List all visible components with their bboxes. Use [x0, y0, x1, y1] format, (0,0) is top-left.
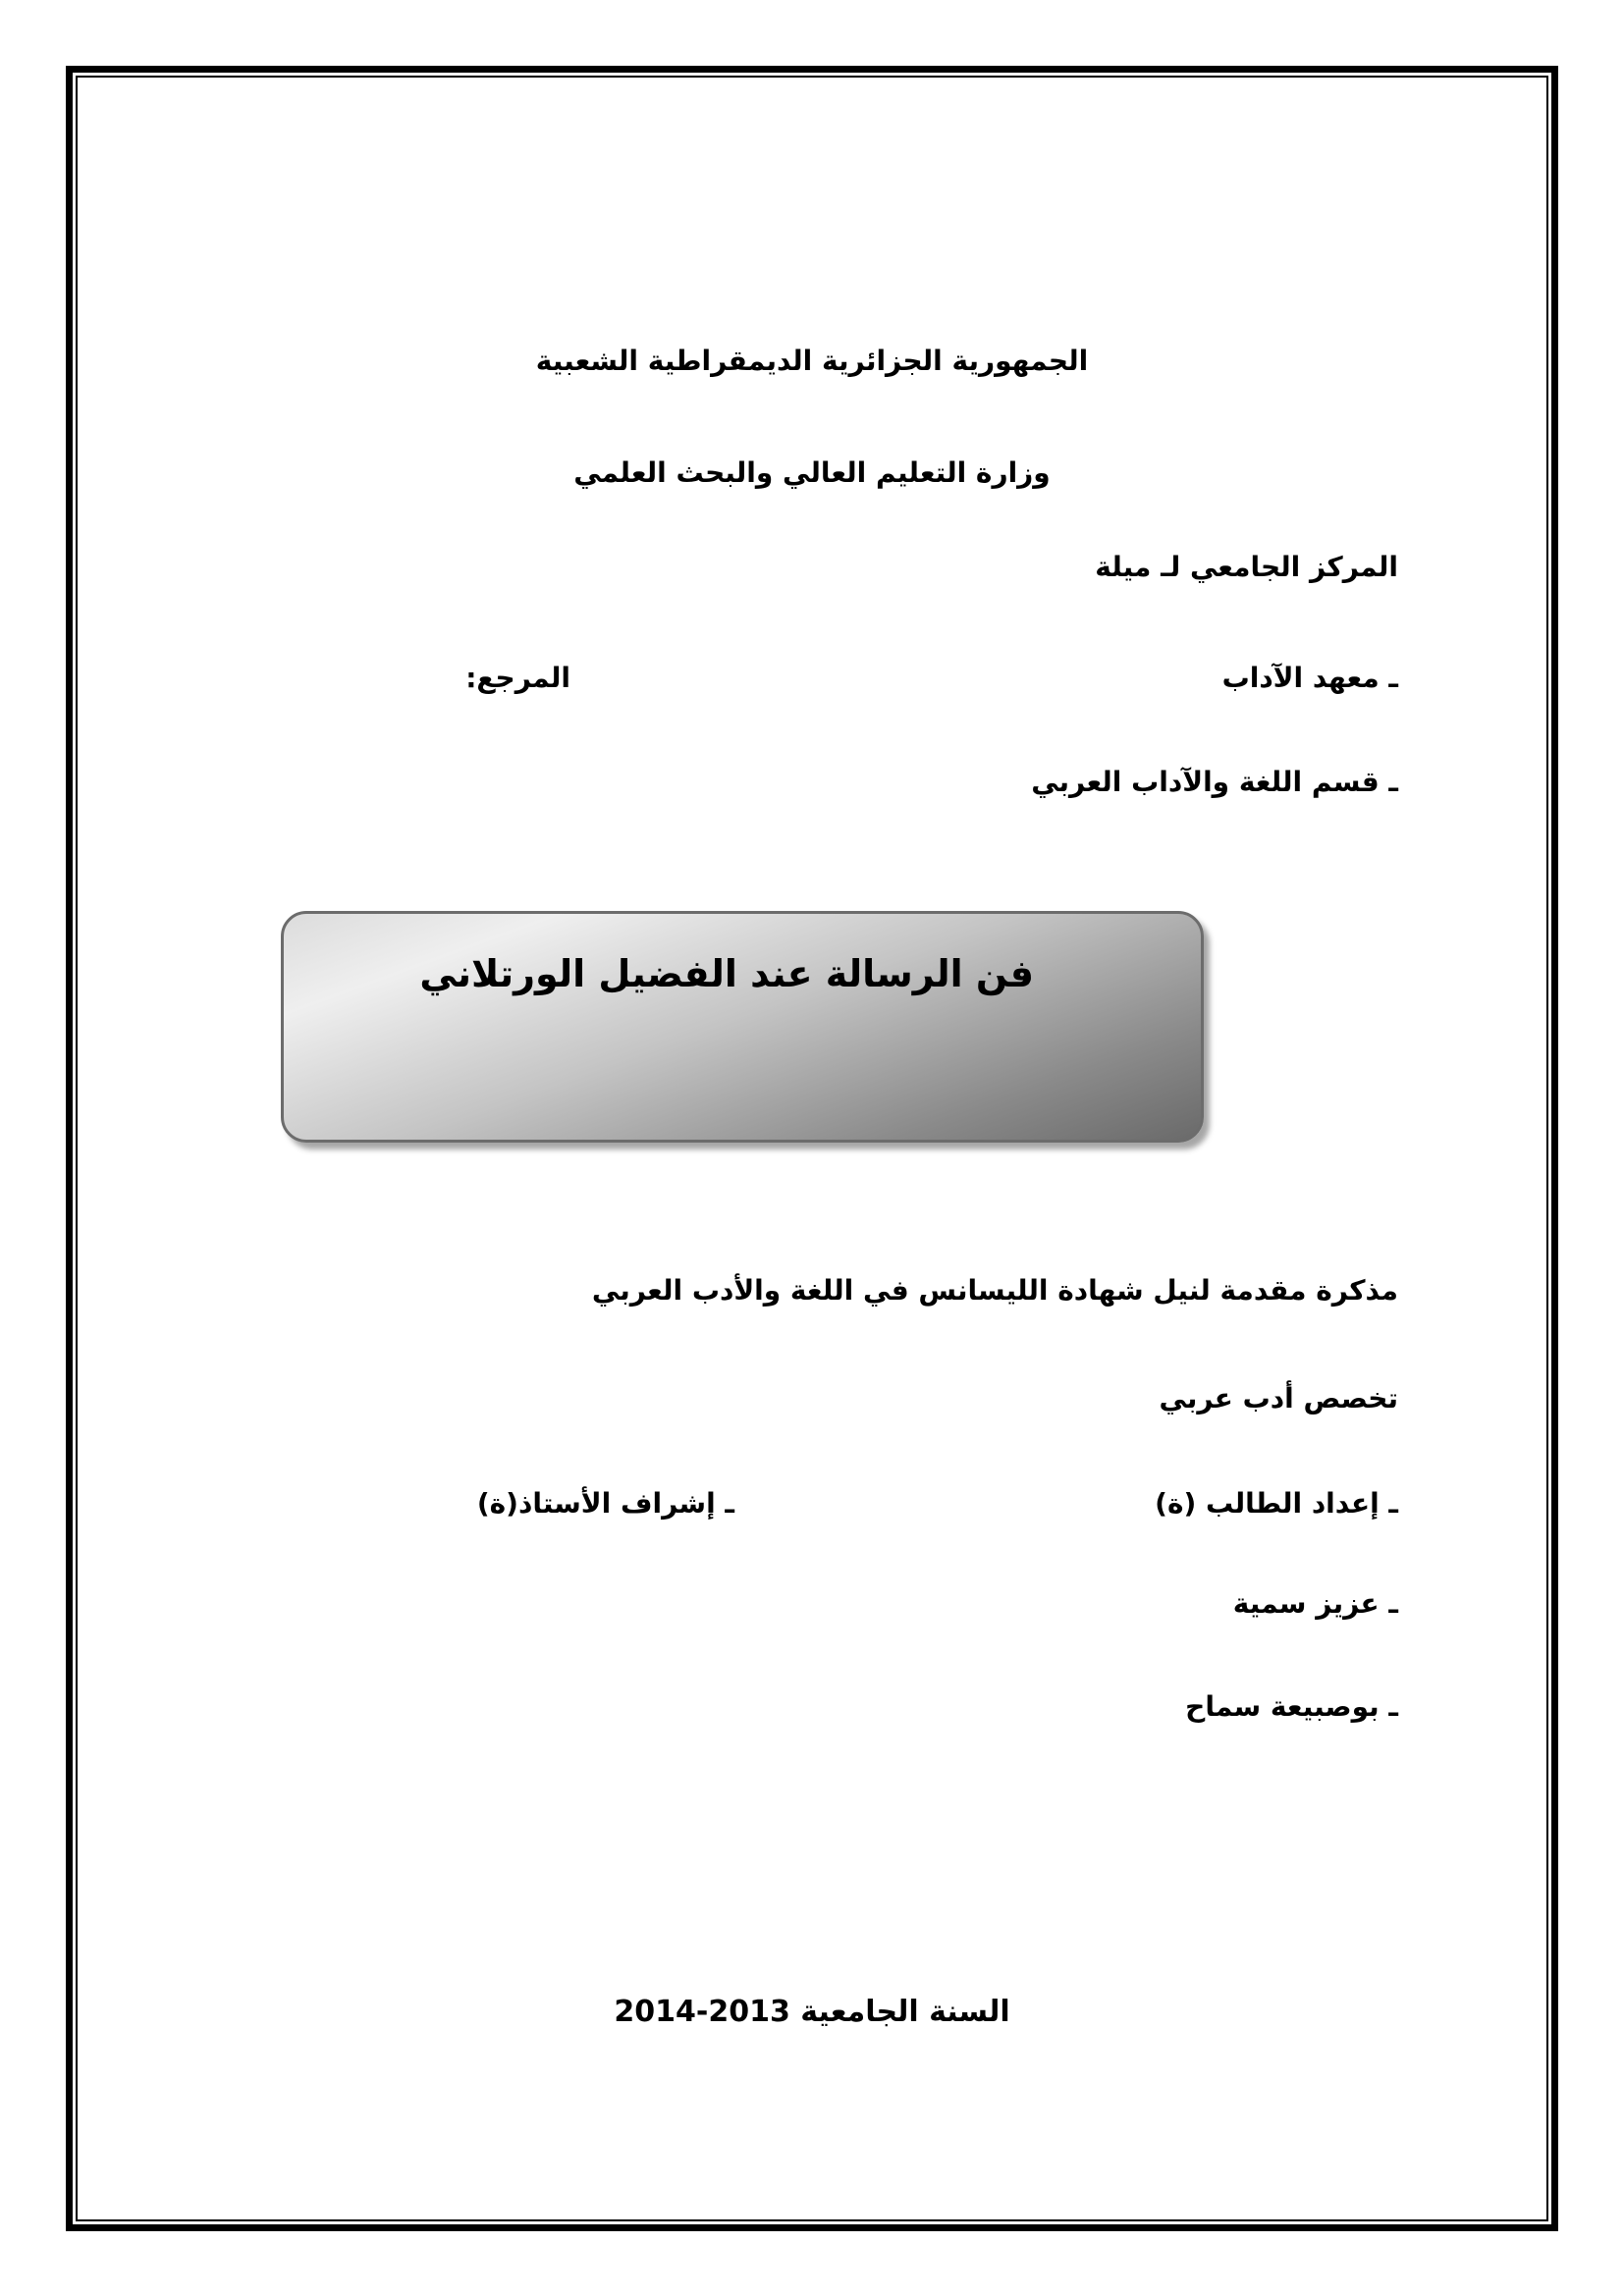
- page-border-inner: [76, 76, 1548, 2221]
- student-name: ـ عزيز سمية: [1232, 1587, 1398, 1620]
- title-box: [281, 911, 1204, 1143]
- memo-description: مذكرة مقدمة لنيل شهادة الليسانس في اللغة والأدب العربي: [591, 1274, 1398, 1307]
- specialty: تخصص أدب عربي: [1159, 1382, 1398, 1415]
- ministry-heading: وزارة التعليم العالي والبحث العلمي: [573, 456, 1051, 489]
- institute-name: ـ معهد الآداب: [1221, 662, 1398, 694]
- department-name: ـ قسم اللغة والآداب العربي: [1031, 766, 1398, 798]
- academic-year: السنة الجامعية 2013-2014: [614, 1995, 1010, 2029]
- student-name: ـ بوصبيعة سماح: [1185, 1690, 1398, 1723]
- republic-heading: الجمهورية الجزائرية الديمقراطية الشعبية: [535, 345, 1089, 377]
- university-name: المركز الجامعي لـ ميلة: [1095, 551, 1398, 583]
- prepared-by-label: ـ إعداد الطالب (ة): [1155, 1487, 1398, 1520]
- reference-label: المرجع:: [465, 662, 570, 694]
- supervisor-label: ـ إشراف الأستاذ(ة): [476, 1487, 734, 1520]
- thesis-title: فن الرسالة عند الفضيل الورتلاني: [419, 952, 1034, 995]
